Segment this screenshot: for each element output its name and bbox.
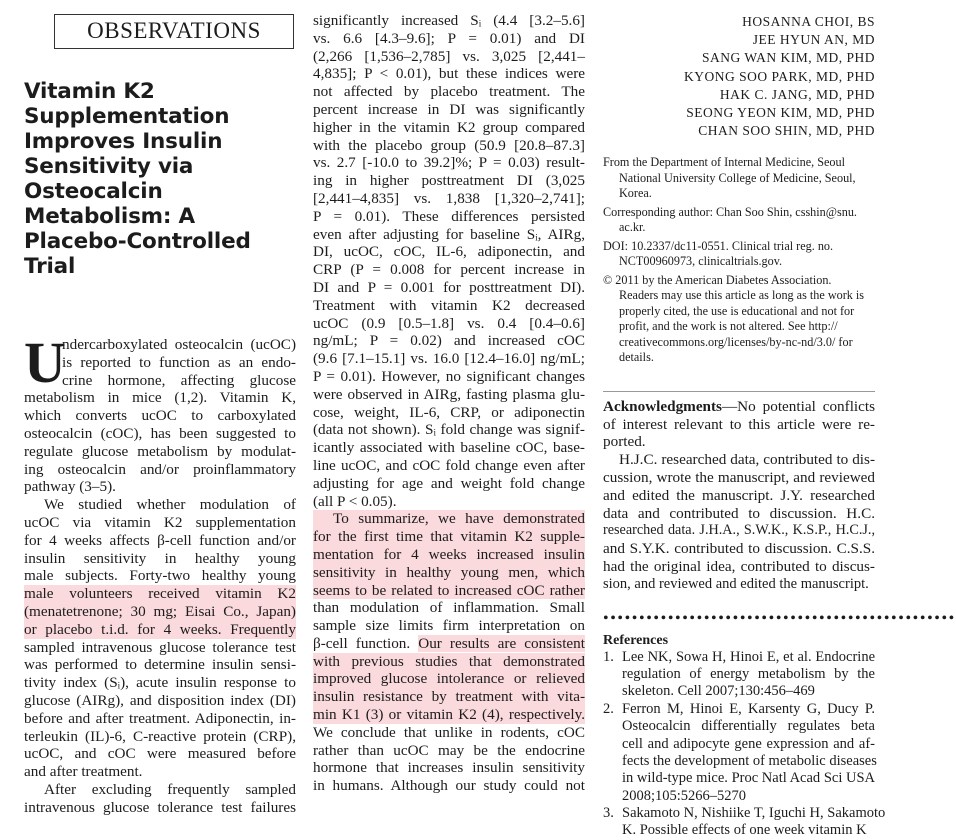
reference-number: 3. xyxy=(603,805,614,822)
author-list xyxy=(603,13,875,140)
text-line: pathway (3–5). xyxy=(24,478,116,496)
text-line xyxy=(603,398,875,416)
reference-line: regulation of energy metabolism by the xyxy=(622,665,875,682)
dotted-divider: ••••••••••••••••••••••••••••••••••••••••••••••••• xyxy=(603,609,956,627)
copyright xyxy=(603,273,875,366)
text-line: intravenous glucose tolerance test failures xyxy=(24,798,296,816)
text-line: H.J.C. researched data, contributed to dis- xyxy=(619,451,875,469)
text-line: We studied whether modulation of xyxy=(44,496,296,514)
meta-line: NCT00960973, clinicaltrials.gov. xyxy=(619,254,783,269)
author-name: KYONG SOO PARK, MD, PHD xyxy=(683,68,875,84)
text-line: cose, weight, IL-6, CRP, or adiponectin xyxy=(313,403,585,421)
title-line: Placebo-Controlled xyxy=(24,229,251,254)
text-line: cussion, wrote the manuscript, and reviewed xyxy=(603,469,875,486)
highlighted-text-line: male volunteers received vitamin K2 xyxy=(24,585,296,603)
references-heading: References xyxy=(603,632,669,648)
drop-cap: U xyxy=(24,330,66,395)
article-title xyxy=(24,79,296,279)
text-line: even after adjusting for baseline Sᵢ, AIRg, xyxy=(313,225,585,243)
text-segment: —No potential conflicts xyxy=(721,397,875,415)
doi xyxy=(603,239,875,270)
text-line: ng/mL; P = 0.02) and increased cOC xyxy=(313,332,585,350)
text-line: line ucOC, and cOC fold change even after xyxy=(313,456,585,474)
title-line: Supplementation xyxy=(24,104,230,129)
highlighted-text-line: To summarize, we have demonstrated xyxy=(313,510,585,528)
text-line: terleukin (IL)-6, C-reactive protein (CRP), xyxy=(24,727,296,745)
meta-line: From the Department of Internal Medicine, Seoul xyxy=(603,155,845,170)
text-line: sample size limits firm interpretation on xyxy=(313,617,585,635)
text-line: ucOC (0.9 [0.5–1.8] vs. 0.4 [0.4–0.6] xyxy=(313,314,585,332)
title-line: Sensitivity via xyxy=(24,154,194,179)
meta-line: © 2011 by the American Diabetes Association. xyxy=(603,272,832,287)
text-line: metabolism in mice (1,2). Vitamin K, xyxy=(24,389,296,407)
highlighted-text-line: (menatetrenone; 30 mg; Eisai Co., Japan) xyxy=(24,602,296,620)
author-name: CHAN SOO SHIN, MD, PHD xyxy=(698,123,875,139)
text-line: 4,835]; P < 0.01), but these indices were xyxy=(313,65,585,83)
title-line: Vitamin K2 xyxy=(24,79,155,104)
corresponding-author xyxy=(603,205,875,236)
text-line: rather than ucOC may be the endocrine xyxy=(313,741,585,759)
reference-line: in wild-type mice. Proc Natl Acad Sci USA xyxy=(622,770,875,787)
highlighted-text-line: or placebo t.i.d. for 4 weeks. Frequently xyxy=(24,620,296,638)
text-line: sampled intravenous glucose tolerance test xyxy=(24,638,296,656)
text-line: We conclude that unlike in rodents, cOC xyxy=(313,723,585,741)
reference-number: 2. xyxy=(603,700,614,717)
reference-line: Osteocalcin differentially regulates beta xyxy=(622,718,875,735)
text-line: were observed in AIRg, fasting plasma glu- xyxy=(313,385,585,403)
highlighted-text-line: insulin resistance by treatment with vita- xyxy=(313,688,585,706)
right-column xyxy=(603,13,956,840)
reference-item xyxy=(603,649,875,701)
text-line: insulin sensitivity in healthy young xyxy=(24,549,296,567)
text-line: ing in higher posttreatment DI (3,025 xyxy=(313,172,585,190)
text-line: crine hormone, affecting glucose xyxy=(62,371,296,389)
text-line: [2,441–4,835] vs. 1,838 [1,320–2,741]; xyxy=(313,189,585,207)
title-line: Osteocalcin xyxy=(24,179,163,204)
left-column xyxy=(24,0,296,817)
text-line: icantly associated with baseline cOC, base- xyxy=(313,439,585,457)
section-divider xyxy=(603,391,875,392)
author-name: SEONG YEON KIM, MD, PHD xyxy=(686,104,875,120)
text-line: in humans. Although our study could not xyxy=(313,777,585,795)
text-line: vs. 2.7 [-10.0 to 39.2]%; P = 0.03) result- xyxy=(313,154,585,172)
text-line: ucOC via vitamin K2 supplementation xyxy=(24,513,296,531)
acknowledgments xyxy=(603,398,875,594)
reference-line: cell and adipocyte gene expression and af- xyxy=(622,735,875,752)
author-name: HOSANNA CHOI, BS xyxy=(742,14,875,29)
reference-line: K. Possible effects of one week vitamin K xyxy=(622,822,867,839)
text-line: significantly increased Sᵢ (4.4 [3.2–5.6] xyxy=(313,12,585,29)
text-line: (all P < 0.05). xyxy=(313,492,397,510)
text-line: (2,266 [1,536–2,785] vs. 3,025 [2,441– xyxy=(313,47,585,65)
highlighted-text-line: mentation for 4 weeks increased insulin xyxy=(313,545,585,563)
text-line: with the placebo group (50.9 [20.8–87.3] xyxy=(313,136,585,154)
text-line: ucOC, and cOC were measured before xyxy=(24,745,296,763)
meta-line: ac.kr. xyxy=(619,220,646,235)
section-label: OBSERVATIONS xyxy=(54,14,294,49)
text-line: percent increase in DI was significantly xyxy=(313,100,585,118)
highlighted-text-line: with previous studies that demonstrated xyxy=(313,652,585,670)
text-line: data and contributed to discussion. H.C. xyxy=(603,504,875,522)
highlighted-text-segment: Our results are consistent xyxy=(418,634,585,652)
text-line: vs. 6.6 [4.3–9.6]; P = 0.01) and DI xyxy=(313,29,585,47)
author-name: SANG WAN KIM, MD, PHD xyxy=(701,50,875,66)
text-line: and after treatment. xyxy=(24,763,143,781)
text-line: ndercarboxylated osteocalcin (ucOC) xyxy=(62,336,296,353)
acknowledgments-heading: Acknowledgments xyxy=(603,397,722,415)
reference-line: Sakamoto N, Nishiike T, Iguchi H, Sakamoto xyxy=(622,805,886,822)
reference-line: Lee NK, Sowa H, Hinoi E, et al. Endocrine xyxy=(622,648,875,665)
text-line: DI and P = 0.001 for posttreatment DI). xyxy=(313,278,585,296)
text-line: ing osteocalcin and/or proinflammatory xyxy=(24,460,296,478)
reference-line: skeleton. Cell 2007;130:456–469 xyxy=(622,683,815,700)
text-line: P = 0.01). However, no significant changes xyxy=(313,367,585,385)
text-line: had the original idea, contributed to discus- xyxy=(603,557,875,575)
text-line: adjusting for age and weight fold change xyxy=(313,474,585,492)
references xyxy=(603,632,886,840)
meta-line: profit, and the work is not altered. See http:// xyxy=(619,319,838,334)
text-line: male subjects. Forty-two healthy young xyxy=(24,567,296,585)
text-line: higher in the vitamin K2 group compared xyxy=(313,118,585,136)
text-line: ported. xyxy=(603,433,646,451)
text-line: than modulation of inflammation. Small xyxy=(313,599,585,617)
author-name: JEE HYUN AN, MD xyxy=(752,32,875,48)
title-line: Metabolism: A xyxy=(24,204,195,229)
meta-line: creativecommons.org/licenses/by-nc-nd/3.0/ for xyxy=(619,334,853,349)
reference-item xyxy=(603,701,875,805)
body-text-col1 xyxy=(24,330,296,817)
highlighted-text-line: min K1 (3) or vitamin K2 (4), respectively. xyxy=(313,706,585,724)
text-line: osteocalcin (cOC), has been suggested to xyxy=(24,424,296,442)
meta-line: details. xyxy=(619,350,654,365)
text-line: regulate glucose metabolism by modulat- xyxy=(24,442,296,460)
text-line: hormone that increases insulin sensitivity xyxy=(313,759,585,777)
highlighted-text-line: seems to be related to increased cOC rather xyxy=(313,581,585,599)
text-line: before and after treatment. Adiponectin, in- xyxy=(24,709,296,727)
affiliation xyxy=(603,155,875,202)
reference-number: 1. xyxy=(603,648,614,665)
text-line: which converts ucOC to carboxylated xyxy=(24,407,296,425)
author-name: HAK C. JANG, MD, PHD xyxy=(719,86,875,102)
meta-line: properly cited, the use is educational and not for xyxy=(619,303,855,318)
article-metadata xyxy=(603,155,875,366)
text-line: Treatment with vitamin K2 decreased xyxy=(313,296,585,314)
text-line: and S.Y.K. contributed to discussion. C.S.S. xyxy=(603,540,875,558)
text-line: sion, and reviewed and edited the manuscript. xyxy=(603,575,869,592)
title-line: Improves Insulin xyxy=(24,129,223,154)
title-line: Trial xyxy=(24,254,76,279)
text-line: glucose (AIRg), and disposition index (DI) xyxy=(24,691,296,709)
text-line-mixed-highlight xyxy=(313,635,585,653)
text-line: (9.6 [7.1–15.1] vs. 16.0 [12.4–16.0] ng/mL; xyxy=(313,350,585,368)
meta-line: DOI: 10.2337/dc11-0551. Clinical trial reg. no. xyxy=(603,238,834,253)
text-line: for 4 weeks affects β-cell function and/or xyxy=(24,531,296,549)
reference-line: 2008;105:5266–5270 xyxy=(622,787,747,804)
text-line: of interest relevant to this article were re- xyxy=(603,415,875,433)
meta-line: National University College of Medicine, Seoul, xyxy=(619,170,856,185)
text-line: CRP (P = 0.008 for percent increase in xyxy=(313,261,585,279)
text-line: was performed to determine insulin sensi- xyxy=(24,656,296,674)
reference-line: Ferron M, Hinoi E, Karsenty G, Ducy P. xyxy=(622,700,875,717)
reference-item xyxy=(603,805,886,840)
reference-line: fects the development of metabolic diseases xyxy=(622,752,877,769)
meta-line: Korea. xyxy=(619,186,652,201)
meta-line: Readers may use this article as long as the work is xyxy=(619,288,865,303)
meta-line: Corresponding author: Chan Soo Shin, csshin@snu. xyxy=(603,204,857,219)
text-line: P = 0.01). These differences persisted xyxy=(313,207,585,225)
middle-column xyxy=(313,12,585,795)
text-line: and edited the manuscript. J.Y. researched xyxy=(603,486,875,504)
text-segment: β-cell function. xyxy=(313,634,419,652)
text-line: tivity index (Sᵢ), acute insulin response to xyxy=(24,674,296,692)
text-line: is reported to function as an endo- xyxy=(62,353,296,371)
text-line: not affected by placebo treatment. The xyxy=(313,83,585,101)
highlighted-text-line: improved glucose intolerance or relieved xyxy=(313,670,585,688)
text-line: DI, ucOC, cOC, IL-6, adiponectin, and xyxy=(313,243,585,261)
text-line: (data not shown). Sᵢ fold change was signif- xyxy=(313,421,585,439)
text-line: After excluding frequently sampled xyxy=(44,780,296,798)
highlighted-text-line: sensitivity in healthy young men, which xyxy=(313,563,585,581)
highlighted-text-line: for the first time that vitamin K2 supple- xyxy=(313,528,585,546)
text-line: researched data. J.H.A., S.W.K., K.S.P., H.C.J., xyxy=(603,522,875,539)
